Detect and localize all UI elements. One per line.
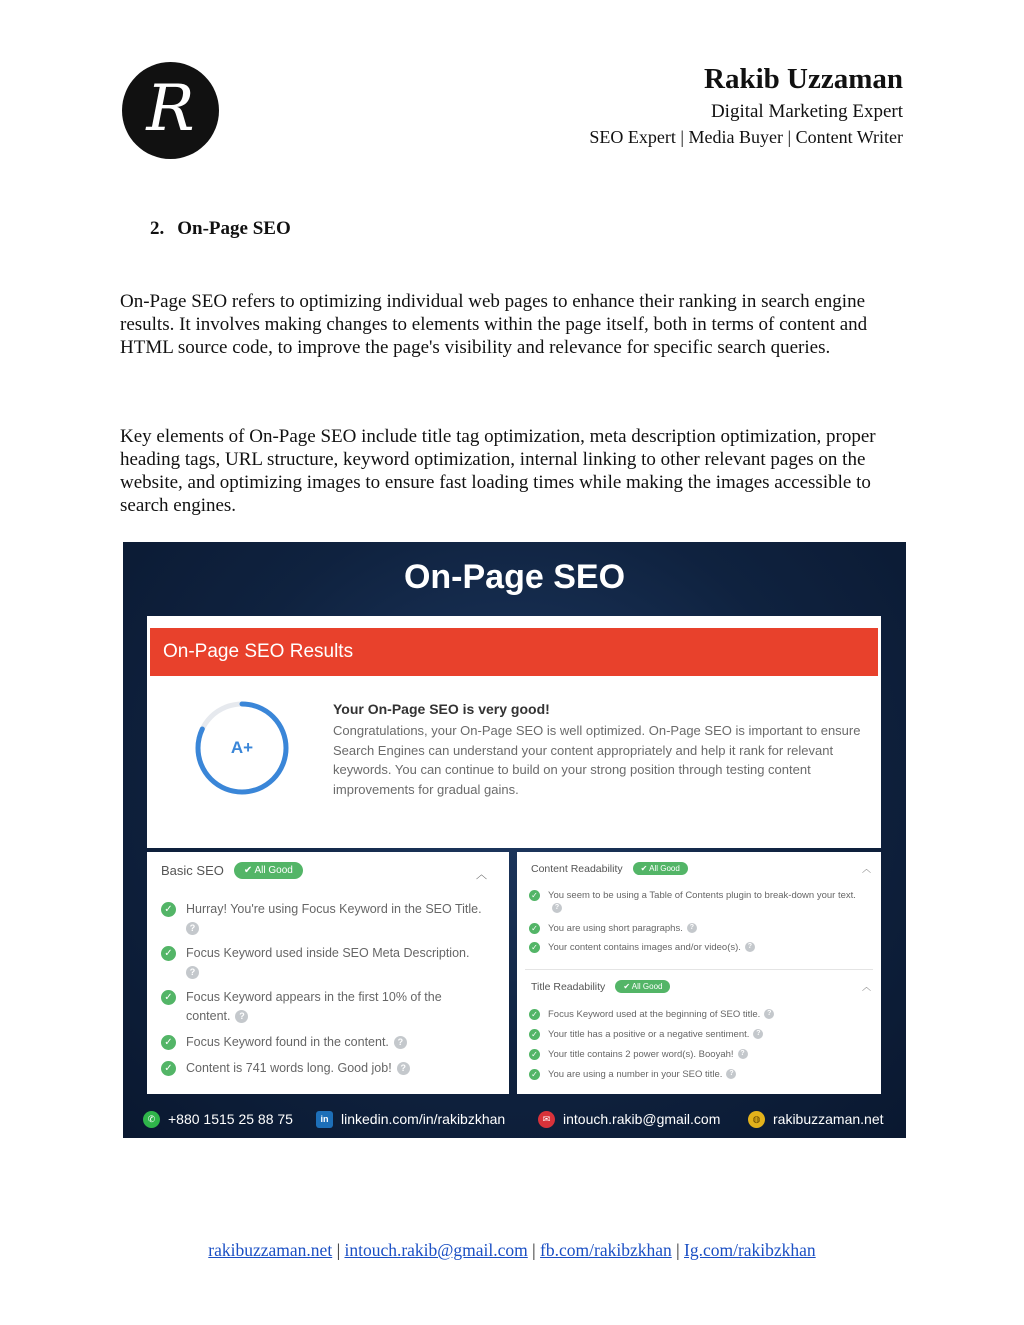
help-icon[interactable]: ? xyxy=(753,1029,763,1039)
logo xyxy=(122,62,219,159)
status-badge: ✔ All Good xyxy=(615,980,670,993)
mail-icon: ✉ xyxy=(538,1111,555,1128)
list-item xyxy=(529,922,869,935)
footer-links xyxy=(0,1240,1024,1261)
contact-linkedin[interactable] xyxy=(316,1111,505,1128)
results-bar: On-Page SEO Results xyxy=(150,628,878,676)
item-text: Your title contains 2 power word(s). Booyah! xyxy=(548,1049,734,1060)
infographic-title: On-Page SEO xyxy=(403,558,626,596)
summary-heading: Your On-Page SEO is very good! xyxy=(333,701,550,717)
author-name: Rakib Uzzaman xyxy=(704,63,903,95)
footer-link-website[interactable]: rakibuzzaman.net xyxy=(208,1240,333,1260)
help-icon[interactable]: ? xyxy=(186,922,199,935)
footer-separator: | xyxy=(676,1240,680,1260)
footer-link-instagram[interactable]: Ig.com/rakibzkhan xyxy=(684,1240,816,1260)
list-item xyxy=(161,944,496,982)
contact-email[interactable] xyxy=(538,1111,720,1128)
check-icon: ✓ xyxy=(529,1069,540,1080)
check-icon: ✓ xyxy=(161,902,176,917)
check-icon: ✓ xyxy=(529,923,540,934)
item-text: Focus Keyword used at the beginning of SEO title. xyxy=(548,1009,761,1020)
phone-text: +880 1515 25 88 75 xyxy=(168,1111,293,1127)
letterhead xyxy=(589,62,903,149)
check-icon: ✓ xyxy=(161,1061,176,1076)
item-text: Content is 741 words long. Good job! xyxy=(186,1061,392,1075)
list-item xyxy=(529,1008,869,1021)
results-card xyxy=(147,616,881,848)
title-readability-header xyxy=(531,980,670,993)
contact-strip xyxy=(123,1100,906,1138)
list-item xyxy=(161,988,461,1026)
item-text: Hurray! You're using Focus Keyword in the SEO Title. xyxy=(186,902,482,916)
help-icon[interactable]: ? xyxy=(738,1049,748,1059)
list-item xyxy=(529,1028,869,1041)
list-item xyxy=(529,889,869,915)
list-item xyxy=(161,1059,496,1078)
linkedin-icon: in xyxy=(316,1111,333,1128)
chevron-up-icon[interactable]: ︿ xyxy=(476,869,487,881)
check-icon: ✓ xyxy=(161,990,176,1005)
help-icon[interactable]: ? xyxy=(726,1069,736,1079)
footer-link-facebook[interactable]: fb.com/rakibzkhan xyxy=(540,1240,672,1260)
panel-divider xyxy=(525,969,873,970)
linkedin-text: linkedin.com/in/rakibzkhan xyxy=(341,1111,506,1127)
whatsapp-icon: ✆ xyxy=(143,1111,160,1128)
globe-icon: ◍ xyxy=(748,1111,765,1128)
paragraph-definition: On-Page SEO refers to optimizing individual web pages to enhance their ranking in search engine results. It involves making changes to elements within the page itself, both in terms of content and HTML source code, to improve the page's visibility and relevance for specific search queries. xyxy=(120,291,868,358)
contact-website[interactable] xyxy=(748,1111,884,1128)
list-item xyxy=(529,1068,869,1081)
help-icon[interactable]: ? xyxy=(397,1062,410,1075)
item-text: Focus Keyword used inside SEO Meta Description. xyxy=(186,946,470,960)
readability-panel xyxy=(517,852,881,1094)
check-icon: ✓ xyxy=(529,1049,540,1060)
help-icon[interactable]: ? xyxy=(186,966,199,979)
help-icon[interactable]: ? xyxy=(745,942,755,952)
footer-separator: | xyxy=(336,1240,341,1260)
help-icon[interactable]: ? xyxy=(687,923,697,933)
author-subtitle: SEO Expert | Media Buyer | Content Writer xyxy=(589,127,903,147)
section-heading xyxy=(150,218,291,240)
author-role: Digital Marketing Expert xyxy=(710,101,903,122)
content-readability-header xyxy=(531,862,688,875)
list-item xyxy=(161,1033,496,1052)
list-item xyxy=(529,1048,869,1061)
footer-separator: | xyxy=(532,1240,536,1260)
check-icon: ✓ xyxy=(161,1035,176,1050)
basic-seo-title: Basic SEO xyxy=(161,863,224,878)
check-icon: ✓ xyxy=(529,890,540,901)
summary-text: Congratulations, your On-Page SEO is well optimized. On-Page SEO is important to ensure Search Engines can understand your content appropriately and help it rank for relevant keywords. You can continue to build on your strong position through testing content improvements for gradual gains. xyxy=(333,723,861,797)
item-text: Focus Keyword appears in the first 10% of the content. xyxy=(186,990,442,1023)
basic-seo-header xyxy=(161,862,303,879)
basic-seo-panel xyxy=(147,852,509,1094)
list-item xyxy=(161,900,496,938)
title-readability-title: Title Readability xyxy=(531,980,606,993)
item-text: You are using short paragraphs. xyxy=(548,923,683,934)
help-icon[interactable]: ? xyxy=(235,1010,248,1023)
item-text: You seem to be using a Table of Contents plugin to break-down your text. xyxy=(548,890,856,901)
score-grade: A+ xyxy=(230,738,254,757)
content-readability-title: Content Readability xyxy=(531,862,623,875)
section-number: 2. xyxy=(150,218,165,239)
chevron-up-icon[interactable]: ︿ xyxy=(861,864,871,874)
paragraph-key-elements: Key elements of On-Page SEO include title tag optimization, meta description optimization, proper heading tags, URL structure, keyword optimization, internal linking to other relevant pages on the website, and optimizing images to ensure fast loading times while making the images accessible to search engines. xyxy=(120,426,876,516)
logo-letter: R xyxy=(146,71,195,146)
list-item xyxy=(529,941,869,954)
help-icon[interactable]: ? xyxy=(552,903,562,913)
on-page-seo-infographic xyxy=(123,542,906,1138)
contact-phone[interactable] xyxy=(143,1111,293,1128)
email-text: intouch.rakib@gmail.com xyxy=(563,1111,721,1127)
check-icon: ✓ xyxy=(161,946,176,961)
website-text: rakibuzzaman.net xyxy=(773,1111,884,1127)
item-text: You are using a number in your SEO title. xyxy=(548,1069,723,1080)
check-icon: ✓ xyxy=(529,1009,540,1020)
status-badge: ✔ All Good xyxy=(234,862,303,879)
status-badge: ✔ All Good xyxy=(633,862,688,875)
check-icon: ✓ xyxy=(529,1029,540,1040)
help-icon[interactable]: ? xyxy=(764,1009,774,1019)
item-text: Your title has a positive or a negative sentiment. xyxy=(548,1029,750,1040)
check-icon: ✓ xyxy=(529,942,540,953)
chevron-up-icon[interactable]: ︿ xyxy=(861,982,871,992)
help-icon[interactable]: ? xyxy=(394,1036,407,1049)
footer-link-email[interactable]: intouch.rakib@gmail.com xyxy=(344,1240,528,1260)
item-text: Focus Keyword found in the content. xyxy=(186,1035,389,1049)
section-title: On-Page SEO xyxy=(177,218,291,239)
item-text: Your content contains images and/or video(s). xyxy=(548,942,741,953)
